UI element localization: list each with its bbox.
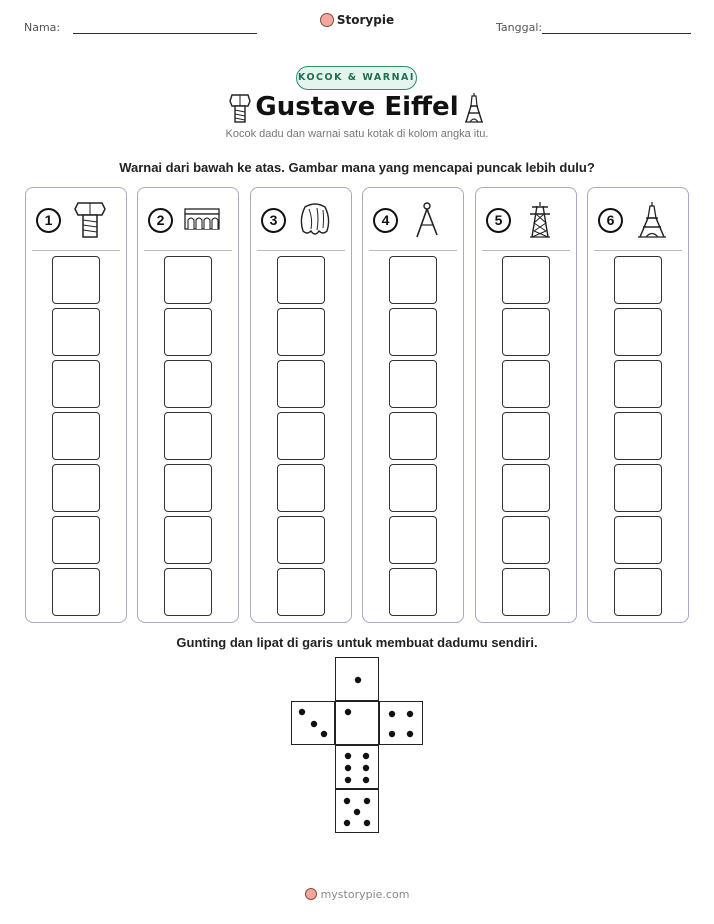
color-cell[interactable] bbox=[502, 412, 550, 460]
color-cell[interactable] bbox=[502, 308, 550, 356]
column-2 bbox=[137, 187, 239, 623]
date-line[interactable] bbox=[542, 33, 691, 34]
die-face-four bbox=[379, 701, 423, 745]
color-cell[interactable] bbox=[277, 464, 325, 512]
die-face-three bbox=[291, 701, 335, 745]
color-cell[interactable] bbox=[389, 464, 437, 512]
activity-badge: KOCOK & WARNAI bbox=[296, 66, 417, 90]
column-header bbox=[251, 188, 351, 250]
color-cell[interactable] bbox=[52, 516, 100, 564]
color-cell[interactable] bbox=[614, 308, 662, 356]
color-cell[interactable] bbox=[164, 412, 212, 460]
pip-dots bbox=[336, 658, 380, 702]
column-header bbox=[476, 188, 576, 250]
color-cell[interactable] bbox=[164, 256, 212, 304]
column-header bbox=[26, 188, 126, 250]
subtitle: Kocok dadu dan warnai satu kotak di kolom angka itu. bbox=[225, 128, 489, 140]
color-cell[interactable] bbox=[277, 360, 325, 408]
brand-name: Storypie bbox=[336, 13, 395, 27]
column-number: 5 bbox=[486, 208, 511, 233]
color-cell[interactable] bbox=[502, 516, 550, 564]
storypie-logo-icon bbox=[305, 888, 317, 900]
color-cell[interactable] bbox=[277, 516, 325, 564]
column-5 bbox=[475, 187, 577, 623]
column-divider bbox=[32, 250, 120, 251]
pip-dots bbox=[336, 702, 380, 746]
color-cell[interactable] bbox=[164, 464, 212, 512]
color-cell[interactable] bbox=[389, 516, 437, 564]
color-cell[interactable] bbox=[502, 568, 550, 616]
die-face-one-center bbox=[335, 701, 379, 745]
date-label: Tanggal: bbox=[496, 21, 543, 34]
color-cell[interactable] bbox=[164, 568, 212, 616]
column-number: 6 bbox=[598, 208, 623, 233]
column-4 bbox=[362, 187, 464, 623]
color-cell[interactable] bbox=[614, 516, 662, 564]
pip-dots bbox=[336, 790, 380, 834]
color-cell[interactable] bbox=[389, 308, 437, 356]
column-divider bbox=[594, 250, 682, 251]
brand-logo bbox=[0, 13, 714, 27]
color-cell[interactable] bbox=[277, 412, 325, 460]
color-cell[interactable] bbox=[389, 256, 437, 304]
column-6 bbox=[587, 187, 689, 623]
column-header bbox=[588, 188, 688, 250]
statue-drape-icon bbox=[297, 201, 333, 239]
column-header bbox=[138, 188, 238, 250]
color-cell[interactable] bbox=[389, 412, 437, 460]
aqueduct-icon bbox=[184, 201, 220, 239]
compass-icon bbox=[409, 201, 445, 239]
cut-instruction: Gunting dan lipat di garis untuk membuat dadumu sendiri. bbox=[176, 635, 538, 650]
color-cell[interactable] bbox=[614, 256, 662, 304]
color-cell[interactable] bbox=[164, 360, 212, 408]
color-cell[interactable] bbox=[389, 568, 437, 616]
color-cell[interactable] bbox=[389, 360, 437, 408]
color-cell[interactable] bbox=[164, 516, 212, 564]
pip-dots bbox=[336, 746, 380, 790]
pylon-tower-icon bbox=[522, 201, 558, 239]
column-header bbox=[363, 188, 463, 250]
color-cell[interactable] bbox=[614, 568, 662, 616]
color-cell[interactable] bbox=[277, 256, 325, 304]
color-cell[interactable] bbox=[52, 256, 100, 304]
color-cell[interactable] bbox=[52, 464, 100, 512]
color-cell[interactable] bbox=[52, 568, 100, 616]
column-number: 1 bbox=[36, 208, 61, 233]
column-1 bbox=[25, 187, 127, 623]
die-face-six bbox=[335, 745, 379, 789]
column-number: 2 bbox=[148, 208, 173, 233]
page-title: Gustave Eiffel bbox=[255, 92, 459, 122]
color-cell[interactable] bbox=[277, 568, 325, 616]
footer bbox=[0, 888, 714, 901]
color-cell[interactable] bbox=[52, 308, 100, 356]
storypie-logo-icon bbox=[320, 13, 334, 27]
color-cell[interactable] bbox=[614, 464, 662, 512]
column-divider bbox=[257, 250, 345, 251]
column-divider bbox=[144, 250, 232, 251]
die-face-five bbox=[335, 789, 379, 833]
die-face-one-top bbox=[335, 657, 379, 701]
column-number: 4 bbox=[373, 208, 398, 233]
instruction: Warnai dari bawah ke atas. Gambar mana yang mencapai puncak lebih dulu? bbox=[119, 160, 595, 175]
color-cell[interactable] bbox=[502, 360, 550, 408]
eiffel-tower-title-icon bbox=[463, 92, 485, 124]
color-cell[interactable] bbox=[164, 308, 212, 356]
color-cell[interactable] bbox=[502, 256, 550, 304]
color-cell[interactable] bbox=[52, 360, 100, 408]
column-3 bbox=[250, 187, 352, 623]
bolt-icon bbox=[72, 201, 108, 239]
eiffel-tower-icon bbox=[634, 201, 670, 239]
color-cell[interactable] bbox=[614, 360, 662, 408]
color-cell[interactable] bbox=[502, 464, 550, 512]
name-label: Nama: bbox=[24, 21, 61, 34]
footer-url[interactable]: mystorypie.com bbox=[320, 888, 410, 901]
pip-dots bbox=[380, 702, 424, 746]
column-number: 3 bbox=[261, 208, 286, 233]
column-divider bbox=[482, 250, 570, 251]
color-cell[interactable] bbox=[614, 412, 662, 460]
pip-dots bbox=[292, 702, 336, 746]
color-cell[interactable] bbox=[52, 412, 100, 460]
column-divider bbox=[369, 250, 457, 251]
name-line[interactable] bbox=[73, 33, 257, 34]
color-cell[interactable] bbox=[277, 308, 325, 356]
